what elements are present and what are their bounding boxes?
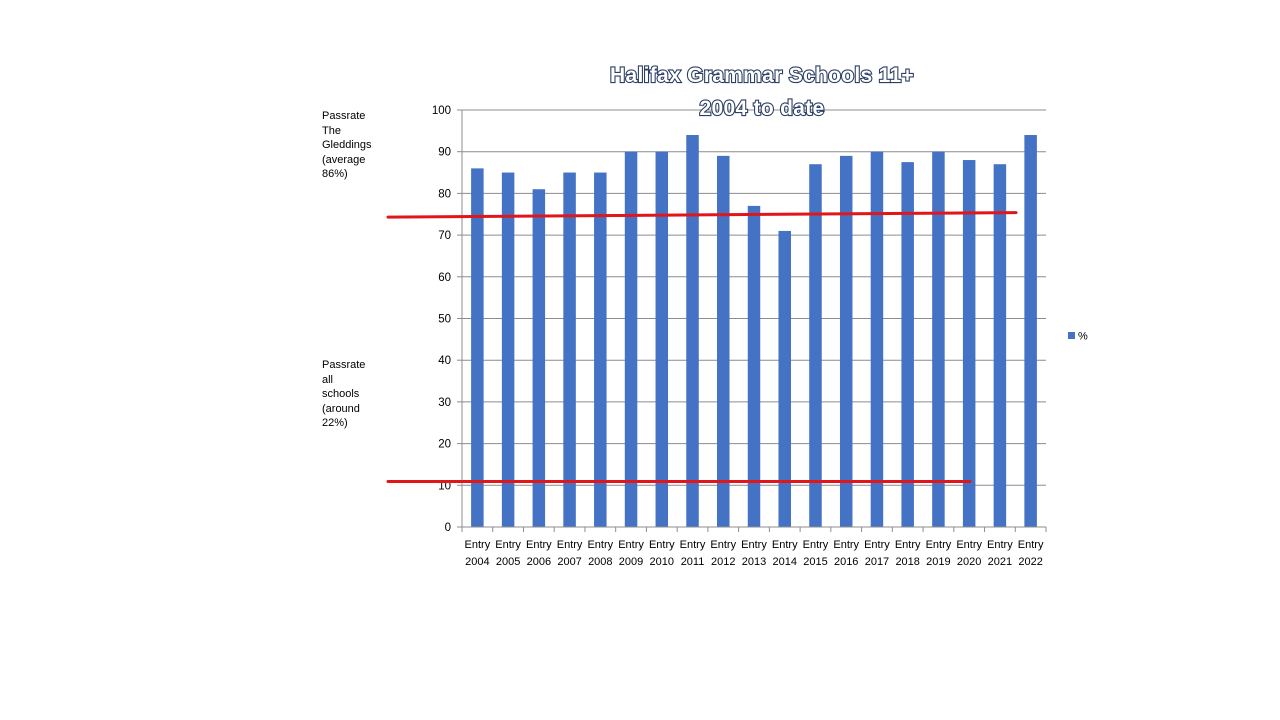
- x-tick-label-line: Entry: [679, 539, 706, 551]
- x-tick-label-line: Entry: [987, 539, 1013, 551]
- x-tick-label-line: Entry: [864, 539, 890, 551]
- y-tick-label: 90: [438, 146, 451, 159]
- x-tick-label-line: 2014: [772, 556, 797, 568]
- x-tick-label: [618, 539, 644, 568]
- x-tick-label: [864, 539, 890, 568]
- x-tick-label: [987, 539, 1013, 568]
- x-tick-label-line: Entry: [495, 539, 521, 551]
- chart-title: [610, 64, 914, 120]
- x-tick-label-line: 2007: [557, 556, 582, 568]
- bar: [594, 173, 607, 527]
- x-tick-label: [526, 539, 552, 568]
- bar: [717, 156, 730, 527]
- x-tick-label: [465, 539, 491, 568]
- bar: [932, 152, 945, 527]
- bar: [656, 152, 669, 527]
- bar: [748, 206, 761, 527]
- bar: [563, 173, 576, 527]
- x-tick-label-line: 2022: [1018, 556, 1043, 568]
- x-tick-label-line: 2016: [833, 556, 859, 568]
- chart-title-line-2: 2004 to date: [699, 97, 825, 120]
- bar: [625, 152, 638, 527]
- bar: [502, 173, 514, 527]
- x-tick-label-line: Entry: [1017, 539, 1044, 551]
- x-tick-label-line: 2021: [987, 556, 1013, 568]
- x-tick-label-line: 2008: [588, 556, 613, 568]
- x-tick-label-line: Entry: [710, 539, 737, 551]
- x-tick-label: [926, 539, 952, 568]
- bar: [840, 156, 853, 527]
- legend: [1068, 331, 1088, 343]
- y-tick-label: 70: [438, 230, 451, 243]
- x-tick-label-line: Entry: [833, 539, 860, 551]
- legend-label: %: [1078, 330, 1088, 343]
- x-tick-label-line: 2019: [926, 556, 951, 568]
- x-tick-label-line: 2009: [618, 556, 644, 568]
- bar: [1024, 135, 1037, 527]
- x-tick-label-line: Entry: [648, 539, 675, 551]
- x-tick-label: [741, 539, 767, 568]
- x-tick-label-line: 2017: [864, 556, 890, 568]
- bar: [963, 160, 976, 527]
- x-tick-label: [833, 539, 859, 568]
- y-tick-labels: [432, 105, 451, 534]
- x-tick-label-line: 2015: [803, 556, 828, 568]
- x-tick-label-line: Entry: [587, 539, 614, 551]
- x-tick-label-line: Entry: [556, 539, 583, 551]
- bar: [901, 162, 914, 527]
- x-tick-label: [710, 539, 736, 568]
- x-tick-labels: [465, 539, 1044, 568]
- x-tick-label-line: Entry: [956, 539, 983, 551]
- bar: [533, 189, 546, 527]
- x-tick-label-line: Entry: [771, 539, 798, 551]
- x-tick-label-line: Entry: [802, 539, 829, 551]
- bar: [994, 164, 1007, 527]
- x-tick-label: [803, 539, 829, 568]
- x-tick-label: [587, 539, 613, 568]
- gleddings-passrate-note: Passrate The Gleddings (average 86%): [322, 110, 372, 180]
- chart-title-line-1: Halifax Grammar Schools 11+: [610, 64, 914, 87]
- x-tick-label-line: 2020: [956, 556, 982, 568]
- x-tick-label-line: 2013: [741, 556, 767, 568]
- x-tick-label-line: 2006: [526, 556, 552, 568]
- x-tick-label-line: Entry: [618, 539, 644, 551]
- legend-swatch: [1068, 332, 1075, 339]
- y-tick-label: 50: [438, 313, 451, 326]
- bar: [471, 168, 484, 527]
- x-tick-label-line: 2010: [649, 556, 675, 568]
- x-tick-label-line: 2011: [680, 556, 705, 568]
- bar: [686, 135, 699, 527]
- x-tick-label-line: Entry: [741, 539, 767, 551]
- x-tick-label: [557, 539, 583, 568]
- y-tick-label: 20: [438, 438, 451, 451]
- x-tick-label: [649, 539, 675, 568]
- x-tick-label: [495, 539, 521, 568]
- x-tick-label-line: 2012: [711, 556, 736, 568]
- x-tick-label-line: Entry: [925, 539, 952, 551]
- x-tick-label: [680, 539, 706, 568]
- y-tick-label: 40: [438, 355, 451, 368]
- x-tick-label: [772, 539, 798, 568]
- x-tick-label: [956, 539, 982, 568]
- x-tick-label-line: Entry: [525, 539, 552, 551]
- all-schools-passrate-note: Passrate all schools (around 22%): [322, 359, 366, 429]
- bar: [871, 152, 884, 527]
- x-tick-label-line: 2005: [495, 556, 521, 568]
- y-tick-label: 60: [438, 271, 451, 284]
- bar: [809, 164, 822, 527]
- x-tick-label-line: Entry: [894, 539, 921, 551]
- y-tick-label: 100: [431, 105, 451, 117]
- x-tick-label: [1018, 539, 1044, 568]
- x-tick-label-line: 2018: [895, 556, 920, 568]
- x-tick-label-line: Entry: [464, 539, 491, 551]
- y-tick-label: 30: [438, 396, 451, 409]
- y-tick-label: 0: [444, 522, 451, 534]
- y-tick-label: 80: [438, 188, 451, 201]
- y-tick-label: 10: [438, 480, 451, 493]
- x-tick-label-line: 2004: [465, 556, 490, 568]
- x-tick-label: [895, 539, 921, 568]
